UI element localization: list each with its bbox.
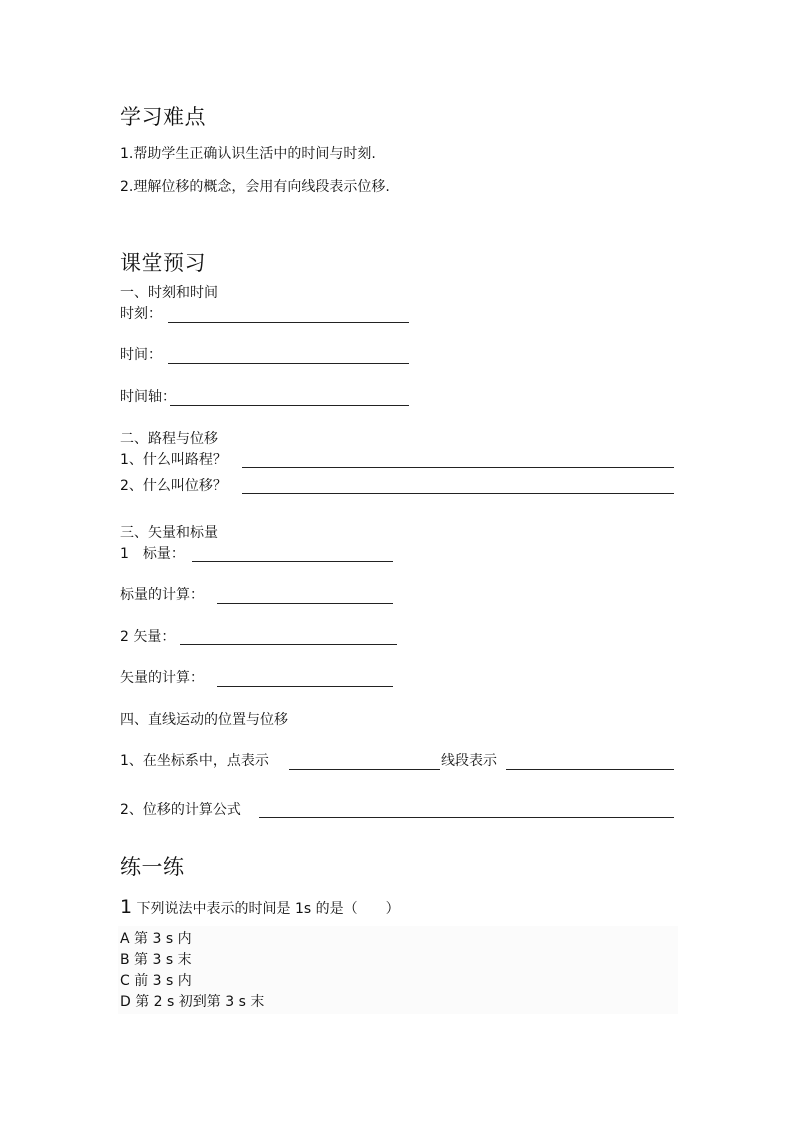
- question-1-stem: [120, 898, 400, 917]
- field-scalar-calc-label: 标量的计算：: [120, 587, 204, 603]
- field-vector-calc-blank[interactable]: [217, 686, 393, 687]
- field-timeline-blank[interactable]: [170, 405, 409, 406]
- field-moment-label: 时刻：: [120, 306, 162, 322]
- section-2-title: 二、路程与位移: [120, 431, 218, 447]
- field-segment-blank[interactable]: [506, 769, 674, 770]
- difficulty-heading: 学习难点: [120, 105, 206, 129]
- field-path-label: 1、什么叫路程？: [120, 452, 227, 468]
- field-vector-blank[interactable]: [180, 644, 397, 645]
- field-displacement-label: 2、什么叫位移？: [120, 478, 227, 494]
- difficulty-item-2: 2.理解位移的概念，会用有向线段表示位移.: [120, 179, 390, 195]
- field-point-label: 1、在坐标系中，点表示: [120, 753, 269, 769]
- practice-heading: 练一练: [120, 855, 185, 879]
- field-scalar-calc-blank[interactable]: [217, 603, 393, 604]
- option-d[interactable]: D 第 2 s 初到第 3 s 末: [120, 994, 265, 1010]
- field-vector-label: 2 矢量：: [120, 629, 176, 645]
- field-formula-label: 2、位移的计算公式: [120, 802, 241, 818]
- question-1-text: 下列说法中表示的时间是 1s 的是（ ）: [132, 901, 400, 917]
- field-moment-blank[interactable]: [168, 322, 409, 323]
- field-scalar-label: 1 标量：: [120, 546, 185, 562]
- option-b[interactable]: B 第 3 s 末: [120, 952, 192, 968]
- field-displacement-blank[interactable]: [242, 493, 674, 494]
- difficulty-item-1: 1.帮助学生正确认识生活中的时间与时刻.: [120, 146, 376, 162]
- section-1-title: 一、时刻和时间: [120, 285, 218, 301]
- field-timeline-label: 时间轴：: [120, 389, 176, 405]
- field-formula-blank[interactable]: [259, 817, 674, 818]
- field-scalar-blank[interactable]: [192, 561, 393, 562]
- option-c[interactable]: C 前 3 s 内: [120, 973, 192, 989]
- field-path-blank[interactable]: [242, 467, 674, 468]
- section-3-title: 三、矢量和标量: [120, 525, 218, 541]
- field-time-blank[interactable]: [168, 363, 409, 364]
- preview-heading: 课堂预习: [120, 251, 206, 275]
- question-1-number: 1: [120, 896, 133, 918]
- option-a[interactable]: A 第 3 s 内: [120, 931, 192, 947]
- field-time-label: 时间：: [120, 347, 162, 363]
- field-segment-label: 线段表示: [441, 753, 497, 769]
- field-point-blank[interactable]: [289, 769, 440, 770]
- field-vector-calc-label: 矢量的计算：: [120, 670, 204, 686]
- section-4-title: 四、直线运动的位置与位移: [120, 712, 288, 728]
